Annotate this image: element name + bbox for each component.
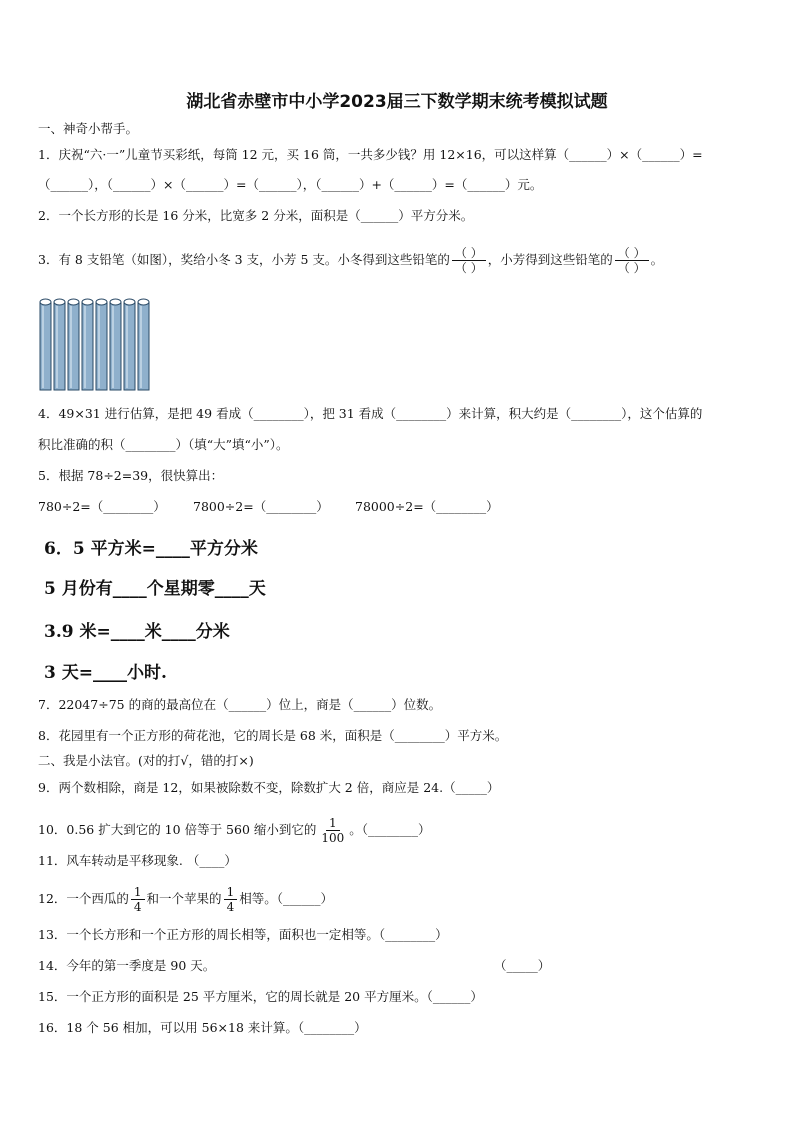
question-14-blank: （_____）	[494, 958, 551, 973]
fraction-denominator: （ ）	[454, 261, 483, 275]
question-14	[38, 957, 550, 975]
pencil-icon	[110, 299, 121, 390]
question-12-text-a: 12．一个西瓜的	[38, 891, 129, 906]
question-10	[38, 816, 431, 845]
section-1-heading: 一、神奇小帮手。	[38, 121, 139, 136]
fraction-one-quarter	[224, 885, 238, 914]
question-16: 16．18 个 56 相加，可以用 56×18 来计算。（________）	[38, 1020, 367, 1035]
question-6-part-a: 6．5 平方米=____平方分米	[44, 539, 258, 559]
fraction-denominator: 100	[321, 831, 345, 845]
question-9: 9．两个数相除，商是 12，如果被除数不变，除数扩大 2 倍，商应是 24.（_____）	[38, 780, 500, 795]
question-12	[38, 885, 333, 914]
pencil-icon	[124, 299, 135, 390]
question-4-line-1: 4．49×31 进行估算，是把 49 看成（________），把 31 看成（________）来计算，积大约是（________），这个估算的	[38, 406, 703, 421]
fraction-blank-xiaofang	[615, 246, 649, 275]
question-5: 5．根据 78÷2=39，很快算出：	[38, 468, 224, 483]
fraction-denominator: 4	[133, 900, 142, 914]
question-13: 13．一个长方形和一个正方形的周长相等，面积也一定相等。（________）	[38, 927, 448, 942]
question-2: 2．一个长方形的长是 16 分米，比宽多 2 分米，面积是（______）平方分米。	[38, 208, 474, 223]
fraction-numerator: （ ）	[452, 246, 486, 261]
question-3	[38, 246, 663, 275]
question-5-items	[38, 498, 499, 516]
fraction-denominator: 4	[226, 900, 235, 914]
pencil-icon	[54, 299, 65, 390]
question-3-text-b: ，小芳得到这些铅笔的	[487, 252, 613, 267]
fraction-numerator: 1	[326, 816, 340, 831]
fraction-numerator: （ ）	[615, 246, 649, 261]
section-2-heading: 二、我是小法官。(对的打√，错的打×)	[38, 753, 254, 768]
fraction-numerator: 1	[224, 885, 238, 900]
question-15: 15．一个正方形的面积是 25 平方厘米，它的周长就是 20 平方厘米。（______）	[38, 989, 483, 1004]
question-4-line-2: 积比准确的积（________）（填“大”填“小”）。	[38, 437, 289, 452]
question-1-line-2: （______），（______）×（______）=（______），（______）+（______）=（______）元。	[38, 177, 543, 192]
pencils-illustration	[38, 296, 156, 394]
fraction-blank-xiaodong	[452, 246, 486, 275]
pencil-icon	[68, 299, 79, 390]
question-10-text-b: 。（________）	[349, 822, 431, 837]
pencil-icon	[40, 299, 51, 390]
question-6-part-b: 5 月份有____个星期零____天	[44, 579, 266, 599]
question-6-part-c: 3.9 米=____米____分米	[44, 622, 230, 642]
fraction-denominator: （ ）	[617, 261, 646, 275]
pencil-icon	[96, 299, 107, 390]
question-10-text-a: 10．0.56 扩大到它的 10 倍等于 560 缩小到它的	[38, 822, 317, 837]
question-7: 7．22047÷75 的商的最高位在（______）位上，商是（______）位数。	[38, 697, 442, 712]
page-title: 湖北省赤壁市中小学2023届三下数学期末统考模拟试题	[186, 92, 608, 112]
fraction-numerator: 1	[131, 885, 145, 900]
pencil-icon	[138, 299, 149, 390]
fraction-one-quarter	[131, 885, 145, 914]
fraction-one-hundredth	[318, 816, 347, 845]
question-12-text-c: 相等。（______）	[239, 891, 333, 906]
question-1-line-1: 1．庆祝“六·一”儿童节买彩纸，每筒 12 元，买 16 筒，一共多少钱？用 12×16，可以这样算（______）×（______）=	[38, 147, 703, 162]
question-11: 11．风车转动是平移现象. （____）	[38, 853, 237, 868]
question-3-text-c: 。	[650, 252, 664, 267]
question-12-text-b: 和一个苹果的	[146, 891, 222, 906]
question-5-item-a: 780÷2=（________）	[38, 499, 166, 514]
question-14-text: 14．今年的第一季度是 90 天。	[38, 958, 216, 973]
question-5-item-c: 78000÷2=（________）	[355, 499, 499, 514]
question-3-text-a: 3．有 8 支铅笔（如图），奖给小冬 3 支，小芳 5 支。小冬得到这些铅笔的	[38, 252, 450, 267]
question-8: 8．花园里有一个正方形的荷花池，它的周长是 68 米，面积是（________）平方米。	[38, 728, 508, 743]
question-6-part-d: 3 天=____小时.	[44, 663, 167, 683]
pencil-icon	[82, 299, 93, 390]
question-5-item-b: 7800÷2=（________）	[193, 499, 329, 514]
